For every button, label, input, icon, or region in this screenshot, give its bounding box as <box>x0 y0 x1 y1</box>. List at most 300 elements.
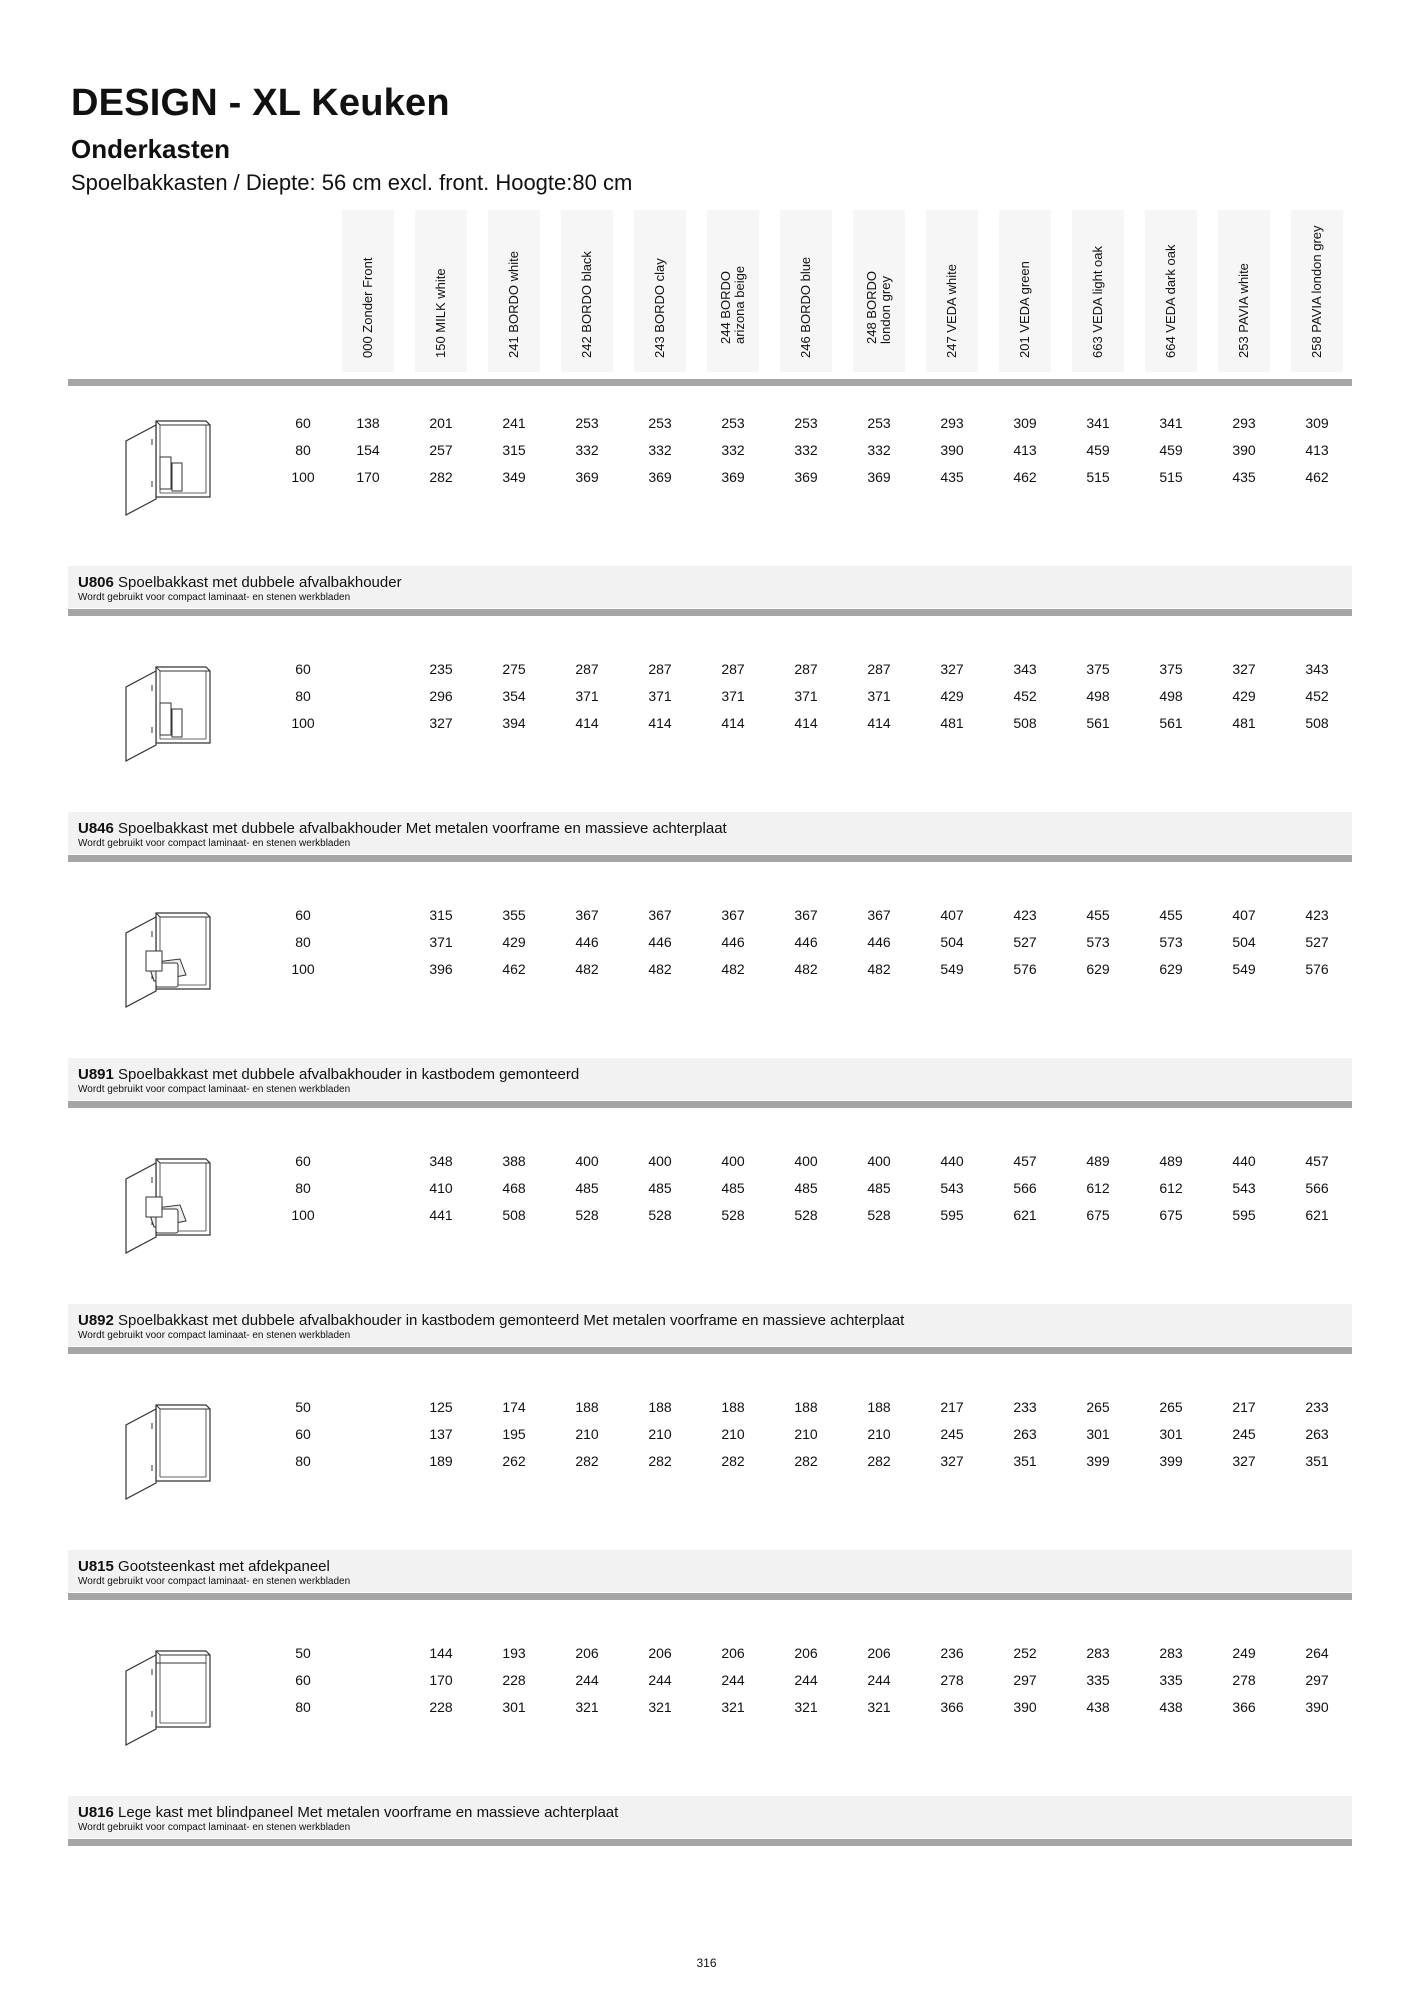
price-cell: 275 <box>502 661 526 677</box>
price-cell: 245 <box>1232 1426 1256 1442</box>
price-cell: 489 <box>1159 1153 1183 1169</box>
price-cell: 315 <box>429 907 453 923</box>
price-cell: 287 <box>794 661 818 677</box>
column-header-label: 242 BORDO black <box>579 251 594 358</box>
price-cell: 371 <box>794 688 818 704</box>
price-cell: 400 <box>721 1153 745 1169</box>
price-cell: 301 <box>1086 1426 1110 1442</box>
price-cell: 543 <box>1232 1180 1256 1196</box>
price-cell: 210 <box>648 1426 672 1442</box>
table-row <box>0 1397 1413 1417</box>
price-cell: 343 <box>1013 661 1037 677</box>
price-cell: 293 <box>940 415 964 431</box>
product-name: Gootsteenkast met afdekpaneel <box>118 1558 330 1575</box>
column-header <box>1218 210 1270 372</box>
price-cell: 508 <box>1013 715 1037 731</box>
price-cell: 282 <box>867 1453 891 1469</box>
price-cell: 528 <box>794 1207 818 1223</box>
table-row <box>0 1178 1413 1198</box>
column-header <box>561 210 613 372</box>
product-note: Wordt gebruikt voor compact laminaat- en stenen werkbladen <box>78 838 351 849</box>
price-cell: 321 <box>721 1699 745 1715</box>
price-cell: 321 <box>794 1699 818 1715</box>
section-divider <box>68 1839 1352 1846</box>
price-cell: 440 <box>1232 1153 1256 1169</box>
price-cell: 245 <box>940 1426 964 1442</box>
width-cell: 50 <box>295 1645 311 1661</box>
width-cell: 80 <box>295 688 311 704</box>
price-cell: 206 <box>575 1645 599 1661</box>
price-cell: 549 <box>1232 961 1256 977</box>
column-header-label: 000 Zonder Front <box>360 257 375 358</box>
column-header-label: 150 MILK white <box>433 268 448 358</box>
price-cell: 429 <box>940 688 964 704</box>
table-row <box>0 686 1413 706</box>
price-cell: 527 <box>1305 934 1329 950</box>
product-section <box>0 1643 1413 1888</box>
price-cell: 369 <box>794 469 818 485</box>
width-cell: 80 <box>295 934 311 950</box>
price-cell: 253 <box>648 415 672 431</box>
price-cell: 210 <box>575 1426 599 1442</box>
table-row <box>0 1151 1413 1171</box>
section-divider <box>68 1593 1352 1600</box>
price-cell: 455 <box>1159 907 1183 923</box>
price-cell: 482 <box>794 961 818 977</box>
price-cell: 371 <box>867 688 891 704</box>
price-cell: 367 <box>648 907 672 923</box>
price-cell: 263 <box>1305 1426 1329 1442</box>
product-label <box>68 566 1352 608</box>
price-cell: 459 <box>1159 442 1183 458</box>
price-cell: 485 <box>648 1180 672 1196</box>
price-cell: 188 <box>867 1399 891 1415</box>
price-cell: 228 <box>502 1672 526 1688</box>
price-cell: 332 <box>794 442 818 458</box>
price-cell: 482 <box>648 961 672 977</box>
price-cell: 188 <box>794 1399 818 1415</box>
price-cell: 228 <box>429 1699 453 1715</box>
price-cell: 188 <box>721 1399 745 1415</box>
width-cell: 60 <box>295 907 311 923</box>
table-row <box>0 413 1413 433</box>
price-cell: 264 <box>1305 1645 1329 1661</box>
table-row <box>0 1643 1413 1663</box>
price-cell: 335 <box>1086 1672 1110 1688</box>
price-cell: 287 <box>648 661 672 677</box>
price-cell: 236 <box>940 1645 964 1661</box>
price-cell: 154 <box>356 442 380 458</box>
price-cell: 351 <box>1013 1453 1037 1469</box>
price-cell: 390 <box>1232 442 1256 458</box>
price-cell: 528 <box>575 1207 599 1223</box>
product-code: U846 <box>78 820 114 837</box>
price-cell: 327 <box>940 661 964 677</box>
price-cell: 446 <box>794 934 818 950</box>
price-cell: 485 <box>721 1180 745 1196</box>
column-header <box>926 210 978 372</box>
price-cell: 366 <box>1232 1699 1256 1715</box>
price-cell: 233 <box>1013 1399 1037 1415</box>
section-divider <box>68 855 1352 862</box>
column-header <box>1072 210 1124 372</box>
price-cell: 282 <box>794 1453 818 1469</box>
price-cell: 543 <box>940 1180 964 1196</box>
price-cell: 327 <box>940 1453 964 1469</box>
column-header-label: 664 VEDA dark oak <box>1163 244 1178 358</box>
price-cell: 508 <box>502 1207 526 1223</box>
width-cell: 60 <box>295 415 311 431</box>
price-cell: 278 <box>940 1672 964 1688</box>
column-header-label: 244 BORDO arizona beige <box>718 265 747 344</box>
table-row <box>0 1697 1413 1717</box>
table-row <box>0 905 1413 925</box>
product-name: Spoelbakkast met dubbele afvalbakhouder Met metalen voorframe en massieve achterplaat <box>118 820 727 837</box>
price-cell: 414 <box>721 715 745 731</box>
price-cell: 440 <box>940 1153 964 1169</box>
price-cell: 206 <box>867 1645 891 1661</box>
price-cell: 371 <box>648 688 672 704</box>
price-cell: 457 <box>1013 1153 1037 1169</box>
price-cell: 349 <box>502 469 526 485</box>
price-cell: 262 <box>502 1453 526 1469</box>
price-cell: 144 <box>429 1645 453 1661</box>
price-cell: 485 <box>867 1180 891 1196</box>
price-cell: 446 <box>648 934 672 950</box>
product-name: Spoelbakkast met dubbele afvalbakhouder in kastbodem gemonteerd Met metalen voorframe en massieve achterplaat <box>118 1312 905 1329</box>
price-cell: 252 <box>1013 1645 1037 1661</box>
price-cell: 485 <box>794 1180 818 1196</box>
width-cell: 100 <box>291 715 315 731</box>
column-header-label: 201 VEDA green <box>1017 261 1032 358</box>
price-cell: 369 <box>648 469 672 485</box>
price-cell: 446 <box>575 934 599 950</box>
width-cell: 100 <box>291 1207 315 1223</box>
price-cell: 367 <box>575 907 599 923</box>
price-cell: 249 <box>1232 1645 1256 1661</box>
product-title <box>78 1558 330 1575</box>
price-cell: 446 <box>721 934 745 950</box>
price-cell: 287 <box>721 661 745 677</box>
product-title <box>78 1804 618 1821</box>
product-section <box>0 413 1413 658</box>
price-cell: 367 <box>721 907 745 923</box>
price-cell: 321 <box>648 1699 672 1715</box>
price-cell: 244 <box>648 1672 672 1688</box>
price-cell: 561 <box>1159 715 1183 731</box>
width-cell: 60 <box>295 1153 311 1169</box>
price-cell: 462 <box>1305 469 1329 485</box>
price-cell: 297 <box>1013 1672 1037 1688</box>
product-name: Spoelbakkast met dubbele afvalbakhouder in kastbodem gemonteerd <box>118 1066 580 1083</box>
width-cell: 80 <box>295 1453 311 1469</box>
table-row <box>0 659 1413 679</box>
price-cell: 366 <box>940 1699 964 1715</box>
price-cell: 504 <box>940 934 964 950</box>
price-cell: 429 <box>1232 688 1256 704</box>
price-cell: 390 <box>1013 1699 1037 1715</box>
price-cell: 621 <box>1305 1207 1329 1223</box>
price-cell: 189 <box>429 1453 453 1469</box>
product-name: Spoelbakkast met dubbele afvalbakhouder <box>118 574 402 591</box>
product-note: Wordt gebruikt voor compact laminaat- en stenen werkbladen <box>78 1576 351 1587</box>
width-cell: 80 <box>295 1699 311 1715</box>
price-cell: 400 <box>575 1153 599 1169</box>
price-cell: 369 <box>867 469 891 485</box>
product-label <box>68 1304 1352 1346</box>
price-cell: 335 <box>1159 1672 1183 1688</box>
column-header-label: 241 BORDO white <box>506 251 521 358</box>
price-cell: 515 <box>1159 469 1183 485</box>
price-cell: 407 <box>940 907 964 923</box>
price-cell: 481 <box>1232 715 1256 731</box>
table-row <box>0 440 1413 460</box>
price-cell: 188 <box>575 1399 599 1415</box>
price-cell: 394 <box>502 715 526 731</box>
price-cell: 371 <box>721 688 745 704</box>
product-title <box>78 1312 904 1329</box>
price-cell: 282 <box>648 1453 672 1469</box>
price-cell: 413 <box>1013 442 1037 458</box>
product-code: U815 <box>78 1558 114 1575</box>
section-divider <box>68 1347 1352 1354</box>
price-cell: 612 <box>1086 1180 1110 1196</box>
price-cell: 414 <box>794 715 818 731</box>
price-cell: 332 <box>867 442 891 458</box>
price-cell: 435 <box>1232 469 1256 485</box>
product-note: Wordt gebruikt voor compact laminaat- en stenen werkbladen <box>78 1822 351 1833</box>
column-header <box>1291 210 1343 372</box>
table-row <box>0 467 1413 487</box>
price-cell: 429 <box>502 934 526 950</box>
price-cell: 354 <box>502 688 526 704</box>
column-header <box>488 210 540 372</box>
price-cell: 332 <box>721 442 745 458</box>
price-cell: 452 <box>1305 688 1329 704</box>
price-cell: 482 <box>575 961 599 977</box>
price-cell: 283 <box>1086 1645 1110 1661</box>
price-cell: 371 <box>429 934 453 950</box>
width-cell: 80 <box>295 442 311 458</box>
column-header <box>853 210 905 372</box>
price-cell: 296 <box>429 688 453 704</box>
product-title <box>78 574 402 591</box>
price-cell: 241 <box>502 415 526 431</box>
price-cell: 485 <box>575 1180 599 1196</box>
price-cell: 489 <box>1086 1153 1110 1169</box>
price-cell: 400 <box>648 1153 672 1169</box>
price-cell: 282 <box>575 1453 599 1469</box>
price-cell: 468 <box>502 1180 526 1196</box>
table-row <box>0 713 1413 733</box>
price-cell: 441 <box>429 1207 453 1223</box>
price-cell: 573 <box>1159 934 1183 950</box>
price-cell: 233 <box>1305 1399 1329 1415</box>
price-cell: 482 <box>867 961 891 977</box>
price-cell: 462 <box>502 961 526 977</box>
price-cell: 321 <box>867 1699 891 1715</box>
price-cell: 438 <box>1086 1699 1110 1715</box>
table-row <box>0 1205 1413 1225</box>
price-cell: 561 <box>1086 715 1110 731</box>
price-cell: 504 <box>1232 934 1256 950</box>
price-cell: 301 <box>502 1699 526 1715</box>
price-cell: 341 <box>1086 415 1110 431</box>
price-cell: 244 <box>575 1672 599 1688</box>
table-row <box>0 1451 1413 1471</box>
price-cell: 206 <box>794 1645 818 1661</box>
column-header <box>780 210 832 372</box>
width-cell: 60 <box>295 661 311 677</box>
price-cell: 410 <box>429 1180 453 1196</box>
price-cell: 399 <box>1159 1453 1183 1469</box>
price-cell: 573 <box>1086 934 1110 950</box>
price-cell: 515 <box>1086 469 1110 485</box>
table-row <box>0 1424 1413 1444</box>
price-cell: 629 <box>1159 961 1183 977</box>
column-header-label: 253 PAVIA white <box>1236 263 1251 358</box>
price-cell: 125 <box>429 1399 453 1415</box>
price-cell: 253 <box>575 415 599 431</box>
product-code: U806 <box>78 574 114 591</box>
price-cell: 263 <box>1013 1426 1037 1442</box>
price-cell: 629 <box>1086 961 1110 977</box>
price-cell: 253 <box>794 415 818 431</box>
price-cell: 327 <box>429 715 453 731</box>
column-header-label: 663 VEDA light oak <box>1090 245 1105 358</box>
product-code: U891 <box>78 1066 114 1083</box>
product-code: U892 <box>78 1312 114 1329</box>
product-note: Wordt gebruikt voor compact laminaat- en stenen werkbladen <box>78 1084 351 1095</box>
section-divider <box>68 1101 1352 1108</box>
price-cell: 576 <box>1305 961 1329 977</box>
price-cell: 174 <box>502 1399 526 1415</box>
price-cell: 375 <box>1086 661 1110 677</box>
width-cell: 100 <box>291 961 315 977</box>
section-divider <box>68 609 1352 616</box>
product-label <box>68 1796 1352 1838</box>
price-cell: 309 <box>1305 415 1329 431</box>
header-divider <box>68 379 1352 386</box>
price-cell: 327 <box>1232 1453 1256 1469</box>
price-cell: 170 <box>429 1672 453 1688</box>
product-label <box>68 1550 1352 1592</box>
price-cell: 446 <box>867 934 891 950</box>
price-cell: 244 <box>794 1672 818 1688</box>
price-cell: 527 <box>1013 934 1037 950</box>
table-row <box>0 932 1413 952</box>
page-number: 316 <box>696 1956 717 1970</box>
price-cell: 576 <box>1013 961 1037 977</box>
price-cell: 459 <box>1086 442 1110 458</box>
price-cell: 423 <box>1305 907 1329 923</box>
price-cell: 138 <box>356 415 380 431</box>
price-cell: 301 <box>1159 1426 1183 1442</box>
width-cell: 60 <box>295 1672 311 1688</box>
price-cell: 566 <box>1305 1180 1329 1196</box>
product-note: Wordt gebruikt voor compact laminaat- en stenen werkbladen <box>78 592 351 603</box>
price-cell: 413 <box>1305 442 1329 458</box>
price-cell: 348 <box>429 1153 453 1169</box>
price-cell: 390 <box>940 442 964 458</box>
width-cell: 60 <box>295 1426 311 1442</box>
price-cell: 457 <box>1305 1153 1329 1169</box>
price-cell: 435 <box>940 469 964 485</box>
price-cell: 193 <box>502 1645 526 1661</box>
price-cell: 137 <box>429 1426 453 1442</box>
price-cell: 293 <box>1232 415 1256 431</box>
price-cell: 675 <box>1086 1207 1110 1223</box>
price-cell: 315 <box>502 442 526 458</box>
price-cell: 297 <box>1305 1672 1329 1688</box>
price-cell: 253 <box>867 415 891 431</box>
price-cell: 508 <box>1305 715 1329 731</box>
price-cell: 367 <box>867 907 891 923</box>
product-label <box>68 1058 1352 1100</box>
price-cell: 351 <box>1305 1453 1329 1469</box>
price-cell: 612 <box>1159 1180 1183 1196</box>
price-cell: 498 <box>1159 688 1183 704</box>
price-cell: 341 <box>1159 415 1183 431</box>
product-section <box>0 1151 1413 1396</box>
price-cell: 396 <box>429 961 453 977</box>
table-row <box>0 959 1413 979</box>
product-code: U816 <box>78 1804 114 1821</box>
price-cell: 287 <box>575 661 599 677</box>
section-subtitle: Onderkasten <box>71 134 230 164</box>
column-header-label: 243 BORDO clay <box>652 258 667 358</box>
price-cell: 217 <box>1232 1399 1256 1415</box>
price-cell: 170 <box>356 469 380 485</box>
price-cell: 257 <box>429 442 453 458</box>
price-cell: 343 <box>1305 661 1329 677</box>
width-cell: 80 <box>295 1180 311 1196</box>
price-cell: 206 <box>648 1645 672 1661</box>
column-header <box>342 210 394 372</box>
price-cell: 414 <box>648 715 672 731</box>
price-cell: 327 <box>1232 661 1256 677</box>
price-cell: 283 <box>1159 1645 1183 1661</box>
price-cell: 369 <box>721 469 745 485</box>
column-header <box>634 210 686 372</box>
price-cell: 455 <box>1086 907 1110 923</box>
price-cell: 287 <box>867 661 891 677</box>
price-cell: 621 <box>1013 1207 1037 1223</box>
price-cell: 549 <box>940 961 964 977</box>
product-note: Wordt gebruikt voor compact laminaat- en stenen werkbladen <box>78 1330 351 1341</box>
price-cell: 388 <box>502 1153 526 1169</box>
price-cell: 595 <box>940 1207 964 1223</box>
price-cell: 195 <box>502 1426 526 1442</box>
price-cell: 253 <box>721 415 745 431</box>
price-cell: 367 <box>794 907 818 923</box>
price-cell: 407 <box>1232 907 1256 923</box>
price-cell: 206 <box>721 1645 745 1661</box>
price-cell: 210 <box>867 1426 891 1442</box>
product-label <box>68 812 1352 854</box>
price-cell: 321 <box>575 1699 599 1715</box>
price-cell: 498 <box>1086 688 1110 704</box>
price-cell: 332 <box>648 442 672 458</box>
price-cell: 278 <box>1232 1672 1256 1688</box>
price-cell: 309 <box>1013 415 1037 431</box>
price-cell: 414 <box>575 715 599 731</box>
price-cell: 332 <box>575 442 599 458</box>
product-section <box>0 659 1413 904</box>
price-cell: 355 <box>502 907 526 923</box>
column-header-label: 246 BORDO blue <box>798 256 813 358</box>
price-cell: 400 <box>867 1153 891 1169</box>
